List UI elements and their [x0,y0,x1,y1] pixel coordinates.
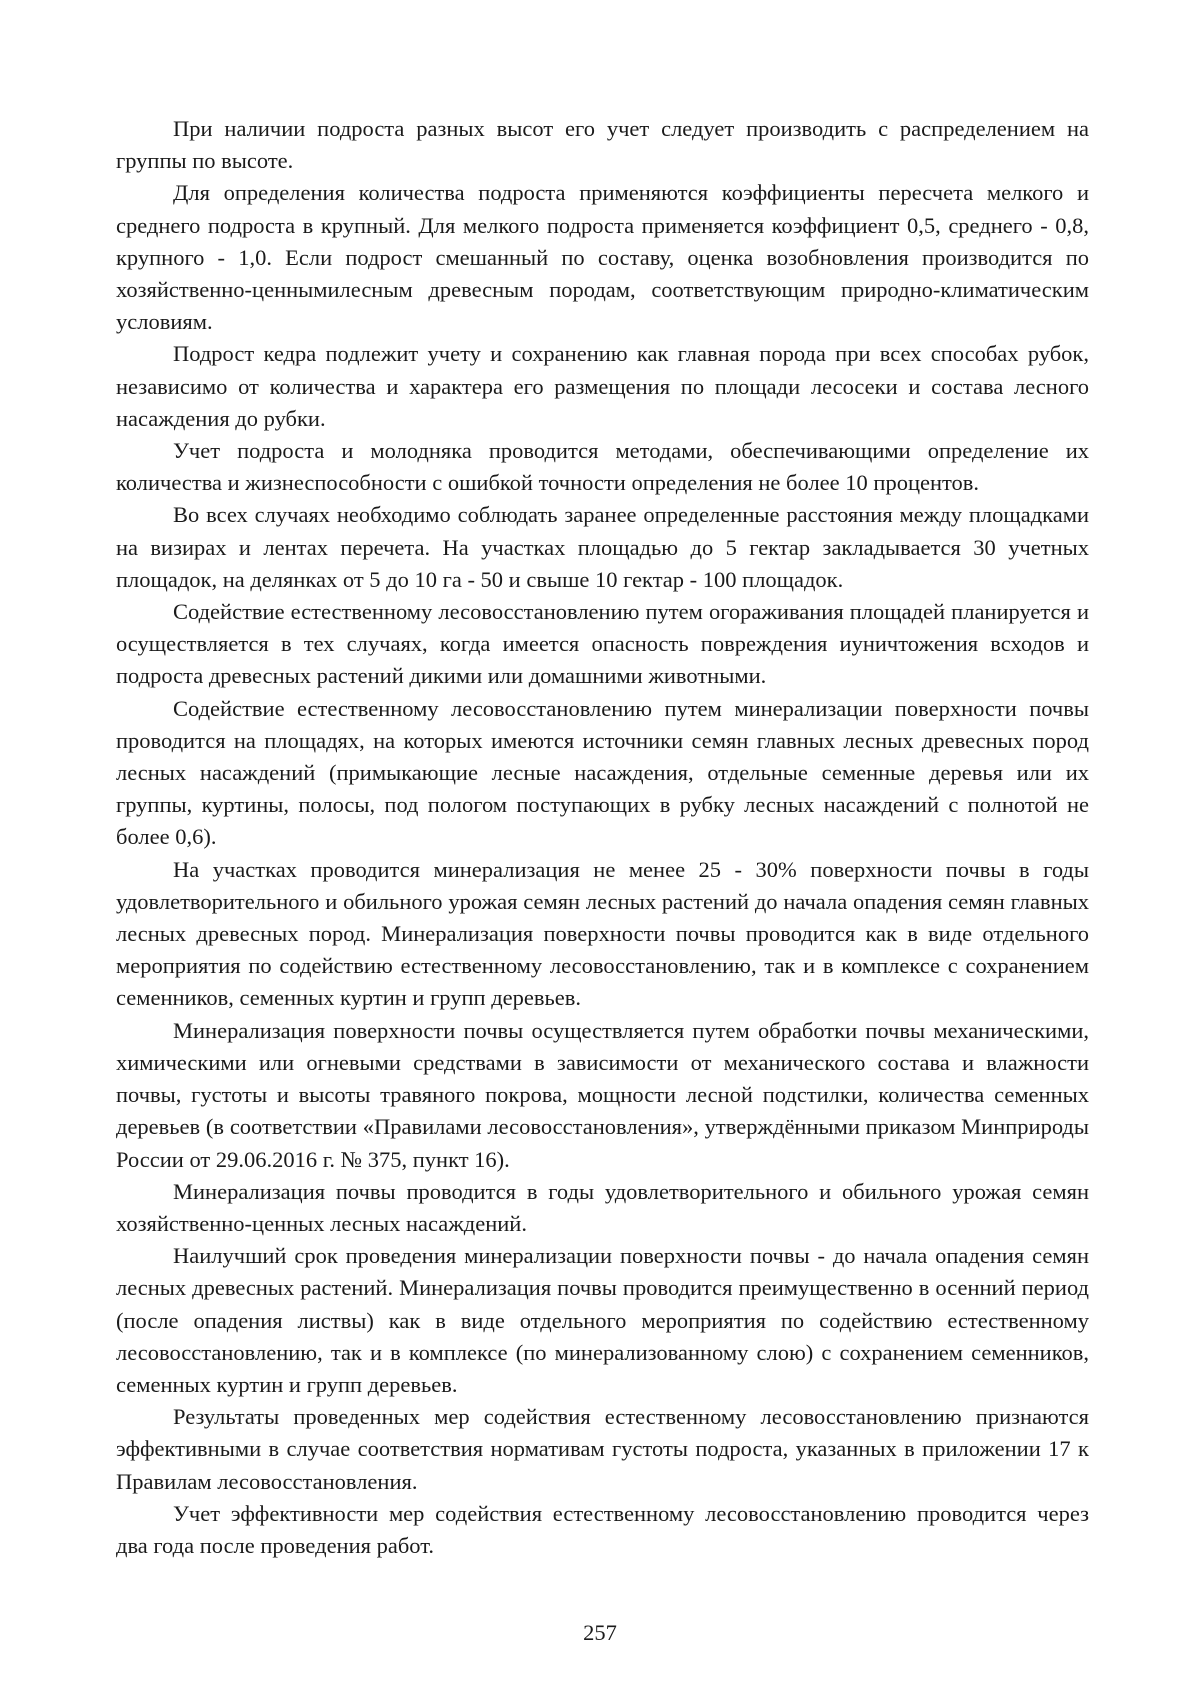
paragraph: Содействие естественному лесовосстановлению путем огораживания площадей планируется и осуществляется в тех случаях, когда имеется опасность повреждения иуничтожения всходов и подроста древесных растений дикими или домашними животными. [116,599,1089,689]
paragraph: Результаты проведенных мер содействия естественному лесовосстановлению признаются эффективными в случае соответствия нормативам густоты подроста, указанных в приложении 17 к Правилам лесовосстановления. [116,1404,1089,1494]
paragraph: Учет эффективности мер содействия естественному лесовосстановлению проводится через два года после проведения работ. [116,1500,1089,1558]
paragraph: На участках проводится минерализация не менее 25 - 30% поверхности почвы в годы удовлетворительного и обильного урожая семян лесных растений до начала опадения семян главных лесных древесных пород. Минерализация поверхности почвы проводится как в виде отдельного мероприятия по содействию естественному лесовосстановлению, так и в комплексе с сохранением семенников, семенных куртин и групп деревьев. [116,856,1089,1011]
paragraph: Наилучший срок проведения минерализации поверхности почвы - до начала опадения семян лесных древесных растений. Минерализация почвы проводится преимущественно в осенний период (после опадения листвы) как в виде отдельного мероприятия по содействию естественному лесовосстановлению, так и в комплексе (по минерализованному слою) с сохранением семенников, семенных куртин и групп деревьев. [116,1243,1089,1397]
paragraph: Минерализация поверхности почвы осуществляется путем обработки почвы механическими, химическими или огневыми средствами в зависимости от механического состава и влажности почвы, густоты и высоты травяного покрова, мощности лесной подстилки, количества семенных деревьев (в соответствии «Правилами лесовосстановления», утверждёнными приказом Минприроды России от 29.06.2016 г. № 375, пункт 16). [116,1017,1089,1172]
paragraph: Минерализация почвы проводится в годы удовлетворительного и обильного урожая семян хозяйственно-ценных лесных насаждений. [116,1178,1089,1236]
paragraph: Содействие естественному лесовосстановлению путем минерализации поверхности почвы проводится на площадях, на которых имеются источники семян главных лесных древесных пород лесных насаждений (примыкающие лесные насаждения, отдельные семенные деревья или их группы, куртины, полосы, под пологом поступающих в рубку лесных насаждений с полнотой не более 0,6). [116,695,1089,850]
paragraph: При наличии подроста разных высот его учет следует производить с распределением на группы по высоте. [116,116,1089,174]
page-number: 257 [583,1620,617,1645]
paragraph: Учет подроста и молодняка проводится методами, обеспечивающими определение их количества и жизнеспособности с ошибкой точности определения не более 10 процентов. [116,438,1089,496]
paragraph: Во всех случаях необходимо соблюдать заранее определенные расстояния между площадками на визирах и лентах перечета. На участках площадью до 5 гектар закладывается 30 учетных площадок, на делянках от 5 до 10 га - 50 и свыше 10 гектар - 100 площадок. [116,502,1089,592]
body-text [116,113,1089,1562]
paragraph: Для определения количества подроста применяются коэффициенты пересчета мелкого и среднего подроста в крупный. Для мелкого подроста применяется коэффициент 0,5, среднего - 0,8, крупного - 1,0. Если подрост смешанный по составу, оценка возобновления производится по хозяйственно-ценнымилесным древесным породам, соответствующим природно-климатическим условиям. [116,180,1089,335]
paragraph: Подрост кедра подлежит учету и сохранению как главная порода при всех способах рубок, независимо от количества и характера его размещения по площади лесосеки и состава лесного насаждения до рубки. [116,341,1089,431]
